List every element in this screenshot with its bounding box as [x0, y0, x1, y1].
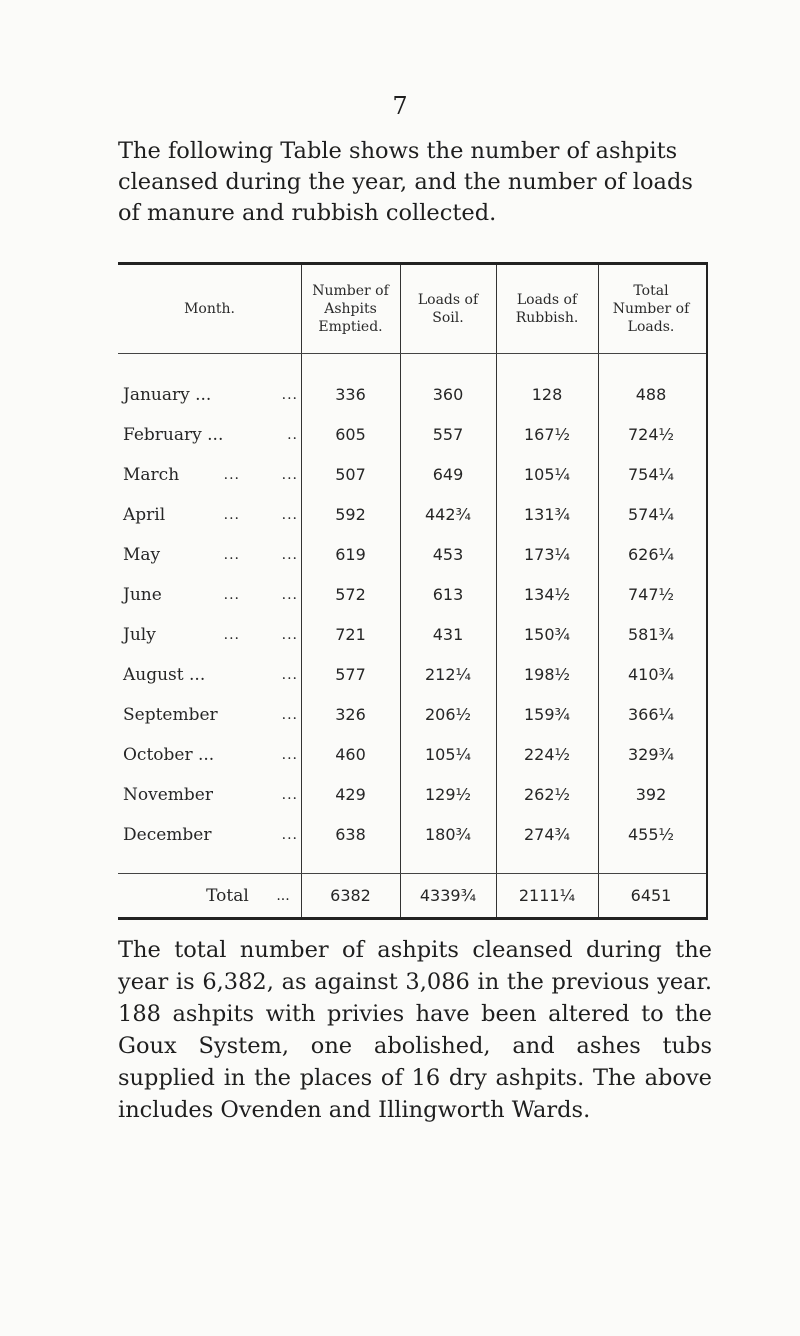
- ashpits-table: [118, 262, 708, 920]
- table-row: [118, 378, 706, 412]
- total-ashpits-cell: 6382: [330, 886, 371, 905]
- leader-dots: ...: [281, 547, 298, 563]
- leader-dots: ..: [287, 427, 298, 443]
- closing-paragraph: The total number of ashpits cleansed during the year is 6,382, as against 3,086 in the previous year. 188 ashpits with privies have been altered to the Goux System, one abolished, and ashes tubs supplied in the places of 16 dry ashpits. The above includes Ovenden and Illingworth Wards.: [118, 937, 712, 1123]
- month-cell: [123, 498, 298, 532]
- month-label: April: [123, 505, 166, 525]
- month-label: September: [123, 705, 218, 725]
- table-row: [118, 578, 706, 612]
- month-label: October ...: [123, 745, 215, 765]
- leader-dots: ...: [281, 507, 298, 523]
- leader-dots: ...: [281, 387, 298, 403]
- total-cell: 747½: [627, 585, 675, 604]
- ashpits-cell: 605: [335, 425, 366, 444]
- total-cell: 626¼: [627, 545, 675, 564]
- table-row: [118, 418, 706, 452]
- month-label: March: [123, 465, 180, 485]
- grand-total-cell: 6451: [630, 886, 672, 905]
- month-cell: [123, 658, 298, 692]
- table-row: [118, 458, 706, 492]
- soil-cell: 180¾: [424, 825, 472, 844]
- ashpits-cell: 326: [335, 705, 366, 724]
- table-row: [118, 698, 706, 732]
- total-label: Total: [206, 886, 249, 906]
- total-cell: 488: [635, 385, 667, 404]
- total-cell: 410¾: [627, 665, 675, 684]
- intro-paragraph: The following Table shows the number of ashpits cleansed during the year, and the number of loads of manure and rubbish collected.: [118, 138, 693, 226]
- month-label: February ...: [123, 425, 224, 445]
- leader-dots: ...: [276, 888, 290, 904]
- total-cell: 754¼: [627, 465, 675, 484]
- leader-dots: ...: [281, 627, 298, 643]
- header-rule: [118, 353, 706, 354]
- month-cell: [123, 538, 298, 572]
- soil-cell: 557: [432, 425, 464, 444]
- month-label: May: [123, 545, 161, 565]
- leader-dots: ...: [223, 507, 240, 523]
- leader-dots: ...: [281, 667, 298, 683]
- leader-dots: ...: [223, 467, 240, 483]
- soil-cell: 649: [432, 465, 464, 484]
- page-number: 7: [392, 92, 408, 120]
- soil-cell: 206½: [424, 705, 472, 724]
- rubbish-cell: 167½: [523, 425, 571, 444]
- month-cell: [123, 778, 298, 812]
- table-row: [118, 778, 706, 812]
- soil-cell: 129½: [424, 785, 472, 804]
- ashpits-cell: 619: [335, 545, 366, 564]
- month-cell: [123, 818, 298, 852]
- leader-dots: ...: [281, 587, 298, 603]
- ashpits-cell: 638: [335, 825, 366, 844]
- total-row: [118, 879, 706, 913]
- soil-cell: 442¾: [424, 505, 472, 524]
- leader-dots: ...: [281, 787, 298, 803]
- month-cell: [123, 738, 298, 772]
- month-label: August ...: [123, 665, 206, 685]
- total-cell: 455½: [627, 825, 675, 844]
- month-cell: [123, 578, 298, 612]
- ashpits-cell: 460: [335, 745, 366, 764]
- ashpits-cell: 721: [335, 625, 366, 644]
- month-label: June: [123, 585, 162, 605]
- month-cell: [123, 618, 298, 652]
- leader-dots: ...: [281, 827, 298, 843]
- month-cell: [123, 418, 298, 452]
- ashpits-cell: 507: [335, 465, 366, 484]
- month-cell: [123, 378, 298, 412]
- table-row: [118, 738, 706, 772]
- rubbish-cell: 134½: [523, 585, 571, 604]
- total-rule: [118, 873, 706, 874]
- header-total: Total Number of Loads.: [612, 283, 690, 335]
- header-month: Month.: [184, 301, 235, 317]
- total-cell: 329¾: [627, 745, 675, 764]
- total-rubbish-cell: 2111¼: [518, 886, 576, 905]
- month-label: December: [123, 825, 212, 845]
- table-row: [118, 538, 706, 572]
- rubbish-cell: 159¾: [523, 705, 571, 724]
- rubbish-cell: 198½: [523, 665, 571, 684]
- rubbish-cell: 105¼: [523, 465, 571, 484]
- table-row: [118, 618, 706, 652]
- total-cell: 724½: [627, 425, 675, 444]
- ashpits-cell: 572: [335, 585, 366, 604]
- leader-dots: ...: [281, 467, 298, 483]
- ashpits-cell: 592: [335, 505, 366, 524]
- total-cell: 574¼: [627, 505, 675, 524]
- month-cell: [123, 458, 298, 492]
- soil-cell: 360: [432, 385, 464, 404]
- rubbish-cell: 262½: [523, 785, 571, 804]
- leader-dots: ...: [281, 707, 298, 723]
- month-label: July: [123, 625, 156, 645]
- total-cell: 366¼: [627, 705, 675, 724]
- total-soil-cell: 4339¾: [419, 886, 477, 905]
- month-cell: [123, 698, 298, 732]
- soil-cell: 105¼: [424, 745, 472, 764]
- ashpits-cell: 577: [335, 665, 366, 684]
- table-row: [118, 818, 706, 852]
- total-cell: 581¾: [627, 625, 675, 644]
- soil-cell: 453: [432, 545, 464, 564]
- month-label: November: [123, 785, 213, 805]
- total-cell: 392: [635, 785, 667, 804]
- leader-dots: ...: [281, 747, 298, 763]
- ashpits-cell: 336: [335, 385, 366, 404]
- header-rubbish: Loads of Rubbish.: [515, 292, 579, 326]
- rubbish-cell: 131¾: [523, 505, 571, 524]
- rubbish-cell: 173¼: [523, 545, 571, 564]
- leader-dots: ...: [223, 627, 240, 643]
- rubbish-cell: 128: [531, 385, 563, 404]
- rubbish-cell: 224½: [523, 745, 571, 764]
- soil-cell: 212¼: [424, 665, 472, 684]
- rubbish-cell: 274¾: [523, 825, 571, 844]
- soil-cell: 431: [432, 625, 464, 644]
- month-label: January ...: [123, 385, 212, 405]
- table-row: [118, 658, 706, 692]
- leader-dots: ...: [223, 587, 240, 603]
- soil-cell: 613: [432, 585, 464, 604]
- ashpits-cell: 429: [335, 785, 366, 804]
- leader-dots: ...: [223, 547, 240, 563]
- rubbish-cell: 150¾: [523, 625, 571, 644]
- header-ashpits: Number of Ashpits Emptied.: [312, 283, 389, 335]
- table-row: [118, 498, 706, 532]
- header-soil: Loads of Soil.: [417, 292, 479, 326]
